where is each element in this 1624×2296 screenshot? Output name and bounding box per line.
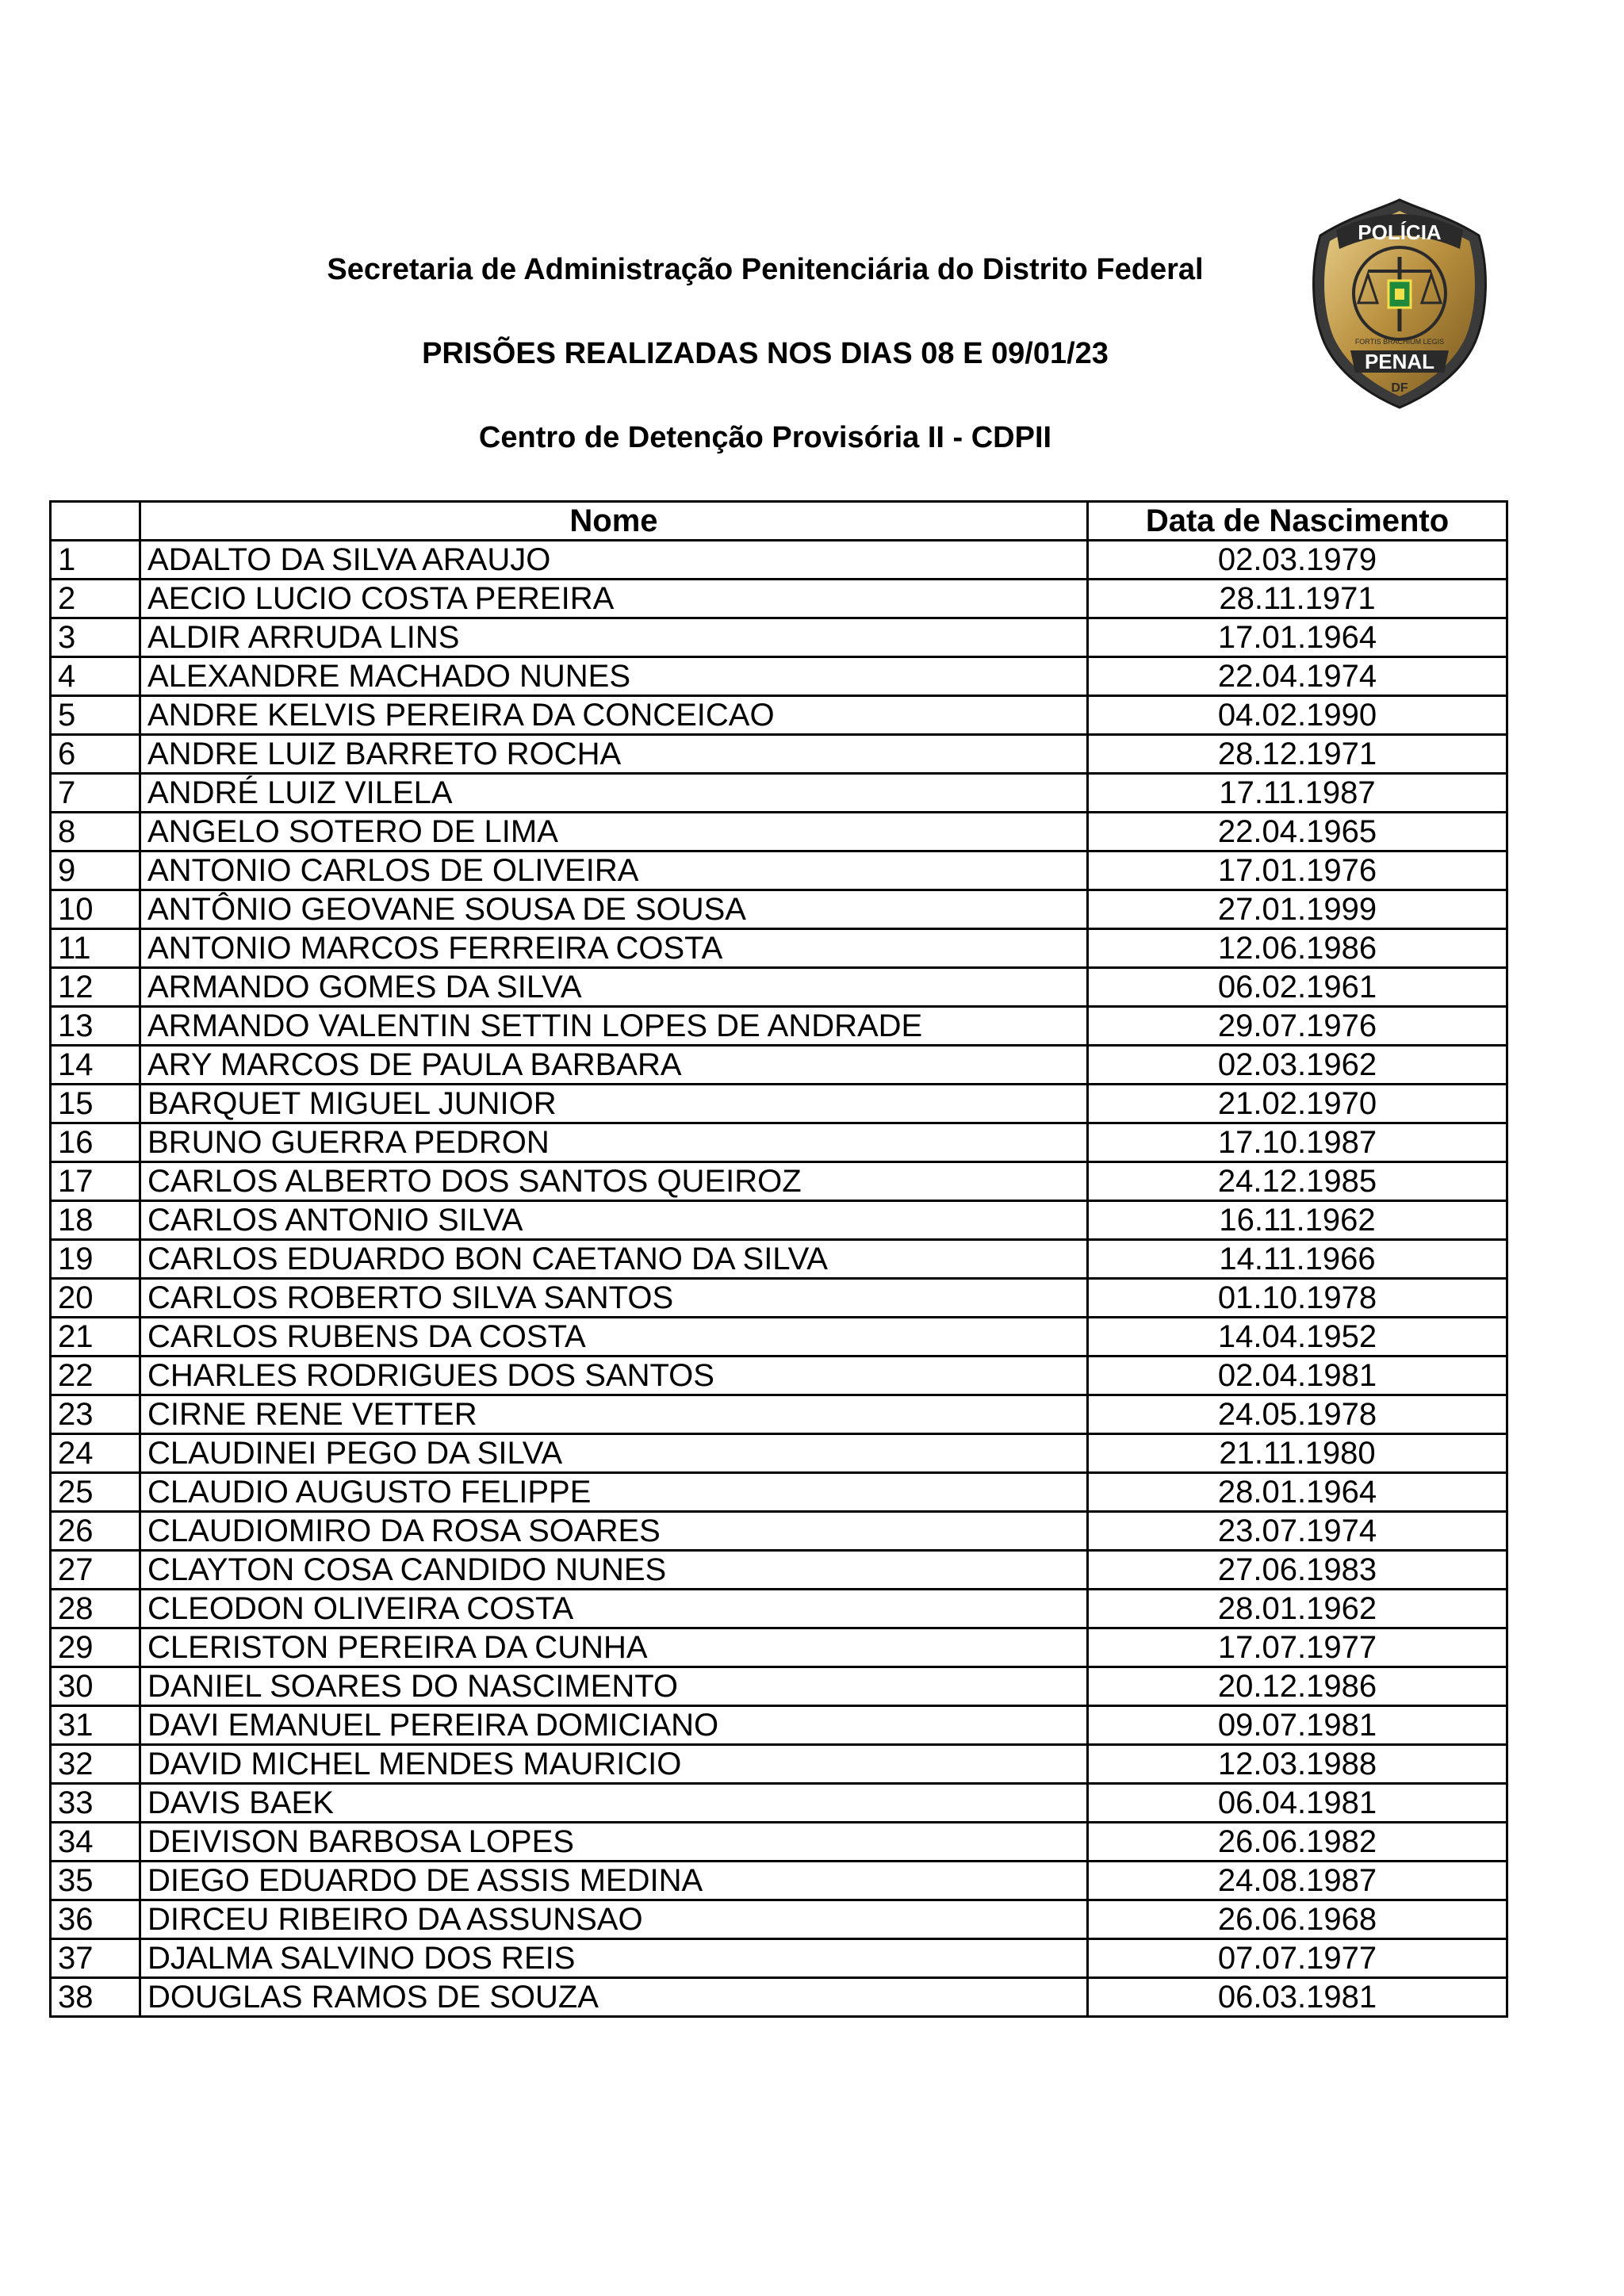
row-nome: ARMANDO VALENTIN SETTIN LOPES DE ANDRADE [140, 1007, 1088, 1046]
table-row [51, 1434, 1507, 1473]
row-number: 17 [51, 1162, 140, 1201]
row-data-nascimento: 20.12.1986 [1088, 1667, 1507, 1706]
column-header-number [51, 502, 140, 541]
row-number: 16 [51, 1123, 140, 1162]
row-number: 24 [51, 1434, 140, 1473]
table-row [51, 1007, 1507, 1046]
row-number: 13 [51, 1007, 140, 1046]
row-number: 12 [51, 968, 140, 1007]
table-row [51, 1784, 1507, 1823]
row-nome: CHARLES RODRIGUES DOS SANTOS [140, 1357, 1088, 1395]
row-nome: CLEODON OLIVEIRA COSTA [140, 1590, 1088, 1628]
table-row [51, 1085, 1507, 1123]
table-row [51, 541, 1507, 580]
column-header-data-nascimento: Data de Nascimento [1088, 502, 1507, 541]
table-row [51, 1823, 1507, 1862]
row-nome: CLERISTON PEREIRA DA CUNHA [140, 1628, 1088, 1667]
row-data-nascimento: 07.07.1977 [1088, 1939, 1507, 1978]
row-data-nascimento: 02.03.1979 [1088, 541, 1507, 580]
row-nome: ANTÔNIO GEOVANE SOUSA DE SOUSA [140, 890, 1088, 929]
row-number: 23 [51, 1395, 140, 1434]
row-number: 26 [51, 1512, 140, 1551]
row-nome: BRUNO GUERRA PEDRON [140, 1123, 1088, 1162]
row-data-nascimento: 24.05.1978 [1088, 1395, 1507, 1434]
row-nome: CIRNE RENE VETTER [140, 1395, 1088, 1434]
row-number: 33 [51, 1784, 140, 1823]
table-row [51, 1279, 1507, 1318]
table-row [51, 1978, 1507, 2017]
table-row [51, 1473, 1507, 1512]
row-data-nascimento: 12.03.1988 [1088, 1745, 1507, 1784]
row-nome: ANTONIO MARCOS FERREIRA COSTA [140, 929, 1088, 968]
row-data-nascimento: 24.08.1987 [1088, 1862, 1507, 1900]
table-row [51, 1862, 1507, 1900]
row-nome: ADALTO DA SILVA ARAUJO [140, 541, 1088, 580]
row-nome: DAVIS BAEK [140, 1784, 1088, 1823]
row-nome: DAVID MICHEL MENDES MAURICIO [140, 1745, 1088, 1784]
column-header-nome: Nome [140, 502, 1088, 541]
table-row [51, 1123, 1507, 1162]
row-nome: AECIO LUCIO COSTA PEREIRA [140, 580, 1088, 618]
row-number: 11 [51, 929, 140, 968]
table-row [51, 1512, 1507, 1551]
header-secretaria: Secretaria de Administração Penitenciária do Distrito Federal [327, 253, 1204, 286]
badge-motto: FORTIS BRACHIUM LEGIS [1354, 338, 1445, 346]
row-data-nascimento: 06.03.1981 [1088, 1978, 1507, 2017]
row-number: 31 [51, 1706, 140, 1745]
row-nome: CARLOS ANTONIO SILVA [140, 1201, 1088, 1240]
row-data-nascimento: 17.11.1987 [1088, 774, 1507, 813]
row-number: 28 [51, 1590, 140, 1628]
table-row [51, 1745, 1507, 1784]
policia-penal-badge-logo [1304, 192, 1495, 414]
row-number: 21 [51, 1318, 140, 1357]
row-nome: ARY MARCOS DE PAULA BARBARA [140, 1046, 1088, 1085]
row-data-nascimento: 02.04.1981 [1088, 1357, 1507, 1395]
row-nome: DIRCEU RIBEIRO DA ASSUNSAO [140, 1900, 1088, 1939]
row-nome: CARLOS RUBENS DA COSTA [140, 1318, 1088, 1357]
row-data-nascimento: 02.03.1962 [1088, 1046, 1507, 1085]
row-data-nascimento: 21.02.1970 [1088, 1085, 1507, 1123]
table-row [51, 696, 1507, 735]
row-number: 34 [51, 1823, 140, 1862]
table-body [51, 541, 1507, 2017]
row-data-nascimento: 17.01.1976 [1088, 851, 1507, 890]
row-nome: CARLOS ROBERTO SILVA SANTOS [140, 1279, 1088, 1318]
table-row [51, 968, 1507, 1007]
row-number: 29 [51, 1628, 140, 1667]
table-row [51, 618, 1507, 657]
row-data-nascimento: 09.07.1981 [1088, 1706, 1507, 1745]
row-data-nascimento: 21.11.1980 [1088, 1434, 1507, 1473]
row-nome: CLAUDIO AUGUSTO FELIPPE [140, 1473, 1088, 1512]
row-data-nascimento: 23.07.1974 [1088, 1512, 1507, 1551]
badge-bottom-text: PENAL [1364, 350, 1435, 373]
row-nome: ANTONIO CARLOS DE OLIVEIRA [140, 851, 1088, 890]
table-row [51, 1357, 1507, 1395]
table-row [51, 1240, 1507, 1279]
row-data-nascimento: 22.04.1974 [1088, 657, 1507, 696]
badge-top-text: POLÍCIA [1358, 220, 1442, 244]
row-number: 38 [51, 1978, 140, 2017]
table-row [51, 1590, 1507, 1628]
table-row [51, 1201, 1507, 1240]
row-number: 9 [51, 851, 140, 890]
row-number: 35 [51, 1862, 140, 1900]
row-data-nascimento: 28.01.1964 [1088, 1473, 1507, 1512]
table-row [51, 1162, 1507, 1201]
row-data-nascimento: 29.07.1976 [1088, 1007, 1507, 1046]
row-data-nascimento: 24.12.1985 [1088, 1162, 1507, 1201]
row-data-nascimento: 17.07.1977 [1088, 1628, 1507, 1667]
row-data-nascimento: 28.01.1962 [1088, 1590, 1507, 1628]
row-data-nascimento: 27.06.1983 [1088, 1551, 1507, 1590]
table-row [51, 735, 1507, 774]
table-row [51, 813, 1507, 851]
table-row [51, 1667, 1507, 1706]
row-nome: CLAYTON COSA CANDIDO NUNES [140, 1551, 1088, 1590]
table-row [51, 657, 1507, 696]
table-header-row [51, 502, 1507, 541]
row-number: 22 [51, 1357, 140, 1395]
table-row [51, 1706, 1507, 1745]
row-nome: ARMANDO GOMES DA SILVA [140, 968, 1088, 1007]
row-data-nascimento: 26.06.1968 [1088, 1900, 1507, 1939]
row-number: 19 [51, 1240, 140, 1279]
row-data-nascimento: 28.11.1971 [1088, 580, 1507, 618]
table-row [51, 1318, 1507, 1357]
table-row [51, 1551, 1507, 1590]
table-row [51, 1628, 1507, 1667]
row-nome: ANGELO SOTERO DE LIMA [140, 813, 1088, 851]
row-number: 14 [51, 1046, 140, 1085]
row-data-nascimento: 26.06.1982 [1088, 1823, 1507, 1862]
row-nome: CLAUDIOMIRO DA ROSA SOARES [140, 1512, 1088, 1551]
row-nome: ANDRÉ LUIZ VILELA [140, 774, 1088, 813]
row-number: 4 [51, 657, 140, 696]
row-number: 6 [51, 735, 140, 774]
row-data-nascimento: 14.04.1952 [1088, 1318, 1507, 1357]
row-data-nascimento: 22.04.1965 [1088, 813, 1507, 851]
row-data-nascimento: 17.10.1987 [1088, 1123, 1507, 1162]
table-row [51, 1939, 1507, 1978]
row-data-nascimento: 04.02.1990 [1088, 696, 1507, 735]
row-number: 1 [51, 541, 140, 580]
row-nome: DJALMA SALVINO DOS REIS [140, 1939, 1088, 1978]
row-number: 8 [51, 813, 140, 851]
row-data-nascimento: 28.12.1971 [1088, 735, 1507, 774]
row-data-nascimento: 06.02.1961 [1088, 968, 1507, 1007]
row-nome: BARQUET MIGUEL JUNIOR [140, 1085, 1088, 1123]
row-number: 27 [51, 1551, 140, 1590]
table-row [51, 851, 1507, 890]
table-row [51, 774, 1507, 813]
row-data-nascimento: 16.11.1962 [1088, 1201, 1507, 1240]
row-nome: ANDRE KELVIS PEREIRA DA CONCEICAO [140, 696, 1088, 735]
row-data-nascimento: 12.06.1986 [1088, 929, 1507, 968]
row-number: 30 [51, 1667, 140, 1706]
row-number: 3 [51, 618, 140, 657]
row-number: 10 [51, 890, 140, 929]
row-number: 37 [51, 1939, 140, 1978]
row-number: 32 [51, 1745, 140, 1784]
table-row [51, 890, 1507, 929]
row-nome: ALEXANDRE MACHADO NUNES [140, 657, 1088, 696]
row-nome: CLAUDINEI PEGO DA SILVA [140, 1434, 1088, 1473]
header-centro-detencao: Centro de Detenção Provisória II - CDPII [478, 421, 1052, 454]
row-nome: CARLOS ALBERTO DOS SANTOS QUEIROZ [140, 1162, 1088, 1201]
badge-sub-text: DF [1391, 381, 1408, 395]
row-number: 7 [51, 774, 140, 813]
row-nome: ALDIR ARRUDA LINS [140, 618, 1088, 657]
row-data-nascimento: 14.11.1966 [1088, 1240, 1507, 1279]
row-number: 15 [51, 1085, 140, 1123]
row-nome: ANDRE LUIZ BARRETO ROCHA [140, 735, 1088, 774]
row-nome: DIEGO EDUARDO DE ASSIS MEDINA [140, 1862, 1088, 1900]
row-nome: CARLOS EDUARDO BON CAETANO DA SILVA [140, 1240, 1088, 1279]
header-prisoes-title: PRISÕES REALIZADAS NOS DIAS 08 E 09/01/23 [422, 337, 1109, 370]
row-number: 5 [51, 696, 140, 735]
table-row [51, 1395, 1507, 1434]
prisoners-table [49, 500, 1508, 2018]
table-row [51, 1900, 1507, 1939]
table-row [51, 1046, 1507, 1085]
table-row [51, 929, 1507, 968]
row-data-nascimento: 27.01.1999 [1088, 890, 1507, 929]
row-number: 20 [51, 1279, 140, 1318]
row-number: 2 [51, 580, 140, 618]
row-nome: DOUGLAS RAMOS DE SOUZA [140, 1978, 1088, 2017]
row-nome: DANIEL SOARES DO NASCIMENTO [140, 1667, 1088, 1706]
row-data-nascimento: 01.10.1978 [1088, 1279, 1507, 1318]
row-number: 18 [51, 1201, 140, 1240]
row-number: 25 [51, 1473, 140, 1512]
row-nome: DAVI EMANUEL PEREIRA DOMICIANO [140, 1706, 1088, 1745]
table-row [51, 580, 1507, 618]
row-nome: DEIVISON BARBOSA LOPES [140, 1823, 1088, 1862]
row-number: 36 [51, 1900, 140, 1939]
row-data-nascimento: 06.04.1981 [1088, 1784, 1507, 1823]
row-data-nascimento: 17.01.1964 [1088, 618, 1507, 657]
